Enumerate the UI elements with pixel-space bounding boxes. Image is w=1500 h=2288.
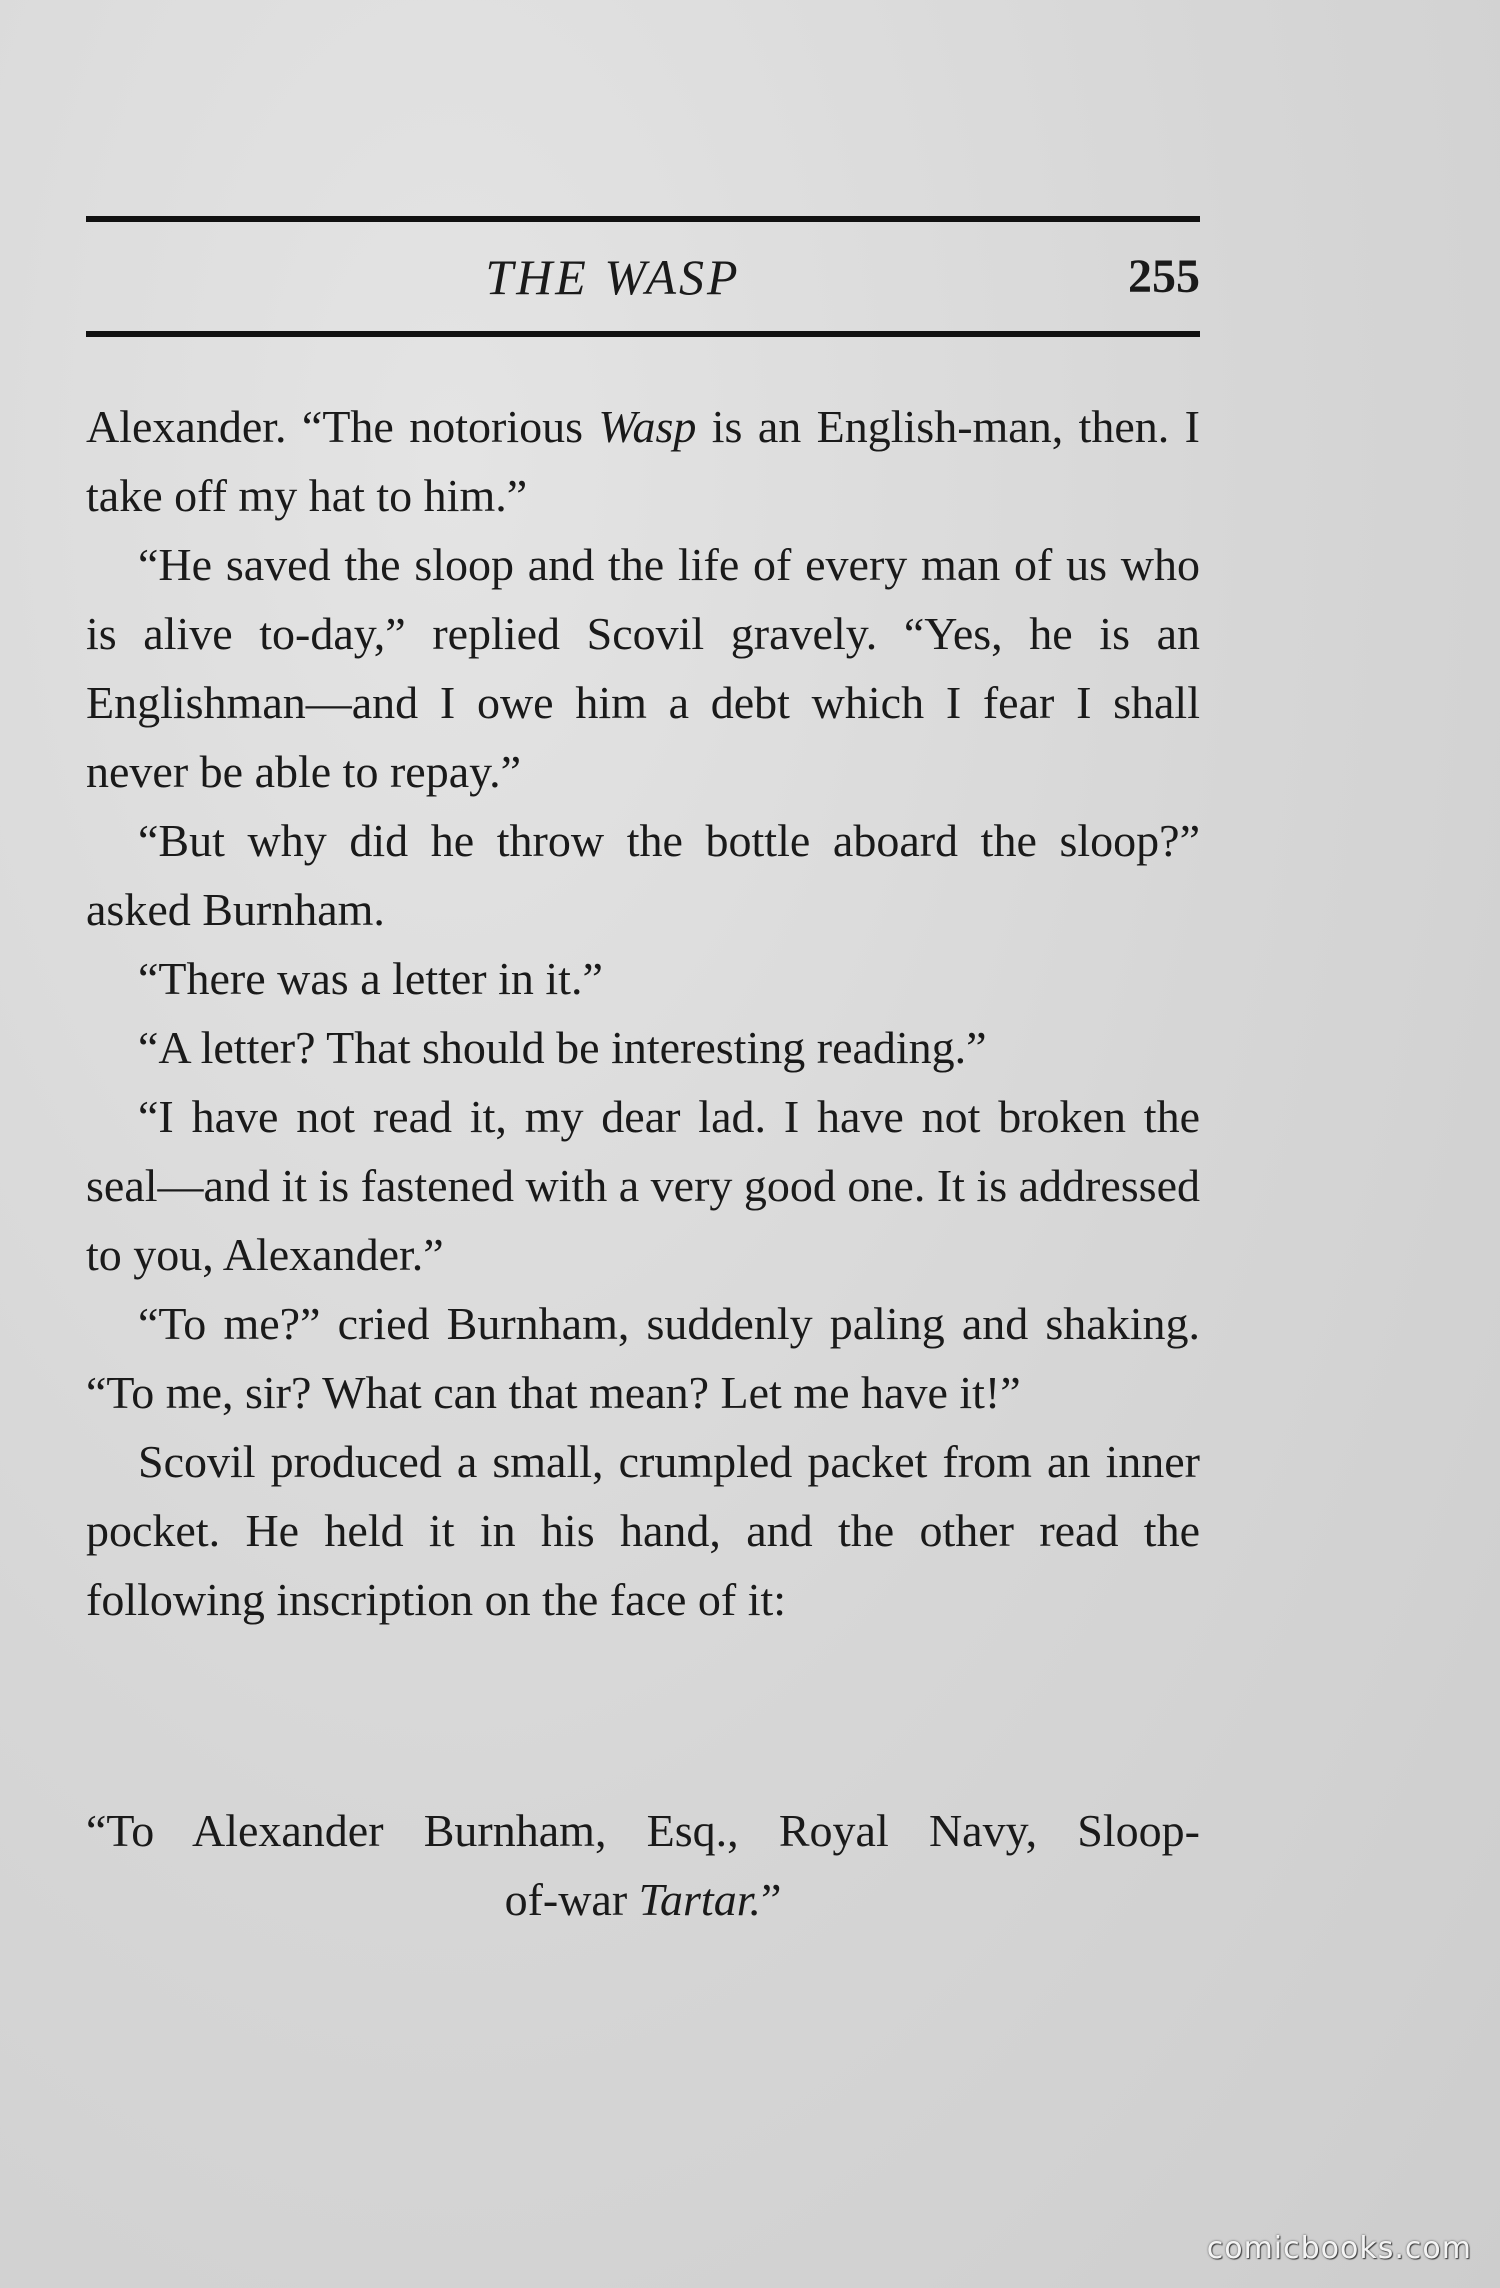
paragraph: “He saved the sloop and the life of every man of us who is alive to-day,” replied Scovil gravely. “Yes, he is an Englishman—and I owe him a debt which I fear I shall never be able to repay.” (86, 539, 1200, 797)
italic-ship-name: Wasp (598, 401, 697, 452)
inscription-text: ” (761, 1874, 782, 1925)
paragraph-text: Alexander. “The notorious (86, 401, 599, 452)
paragraph: “I have not read it, my dear lad. I have not broken the seal—and it is fastened with a very good one. It is addressed to you, Alexander.” (86, 1091, 1200, 1280)
paragraph-text: is an English-man, then. I take off my hat to him.” (86, 401, 1200, 521)
inscription-line-1: “To Alexander Burnham, Esq., Royal Navy, Sloop- (86, 1805, 1200, 1856)
header-rule-top (86, 216, 1200, 222)
running-head (86, 242, 1200, 312)
body-text (86, 392, 1200, 1634)
paragraph: “To me?” cried Burnham, suddenly paling and shaking. “To me, sir? What can that mean? Let me have it!” (86, 1298, 1200, 1418)
header-rule-bottom (86, 331, 1200, 337)
running-head-title: THE WASP (485, 249, 741, 305)
inscription-line-2 (86, 1865, 1200, 1934)
inscription (86, 1796, 1200, 1934)
paragraph: “There was a letter in it.” (138, 953, 603, 1004)
inscription-text: of-war (504, 1874, 639, 1925)
italic-ship-name: Tartar. (638, 1874, 762, 1925)
watermark: comicbooks.com (1206, 2231, 1472, 2266)
paragraph-continued (86, 392, 1200, 530)
page-number: 255 (1128, 250, 1200, 303)
paragraph: Scovil produced a small, crumpled packet from an inner pocket. He held it in his hand, and the other read the following inscription on the face of it: (86, 1436, 1200, 1625)
paragraph: “A letter? That should be interesting reading.” (138, 1022, 987, 1073)
paragraph: “But why did he throw the bottle aboard the sloop?” asked Burnham. (86, 815, 1200, 935)
